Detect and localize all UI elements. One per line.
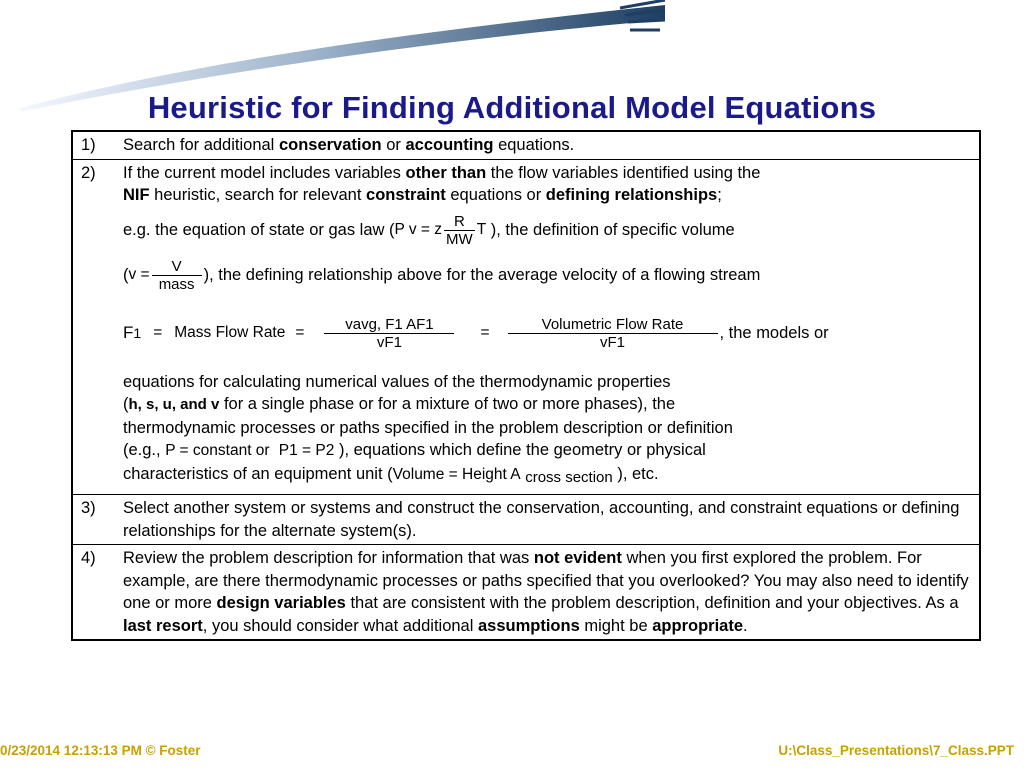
page-title: Heuristic for Finding Additional Model Equations — [147, 90, 877, 125]
thermo-property-variables: h, s, u, and v — [128, 396, 220, 413]
row-number: 4) — [72, 545, 121, 641]
row-number: 3) — [72, 495, 121, 545]
row-content: Review the problem description for information that was not evident when you first explored the problem. For example, are there thermodynamic processes or paths specified that you overlooked? You may also need to identify one or more design variables that are consistent with the problem description, definition and your objectives. As a last resort, you should consider what additional assumptions might be appropriate. — [121, 545, 980, 641]
row-content: If the current model includes variables other than the flow variables identified using the NIF heuristic, search for relevant constraint equations or defining relationships; e.g. the equation of state or gas law ( P v = z $\frac{R}{MW}$ T ), the definition of specific volume ( v = $\frac{V}{\text{mass}}$ ), the defining relationship above for the average velocity of a flowing stream F 1 = Mass Flow Rate = $\frac{\text{vavg, F1 AF1}}{vF1}$ = $\frac{\text{Volumetric Flow Rate}}{vF1}$ , the models or equations for calculating numerical values of the thermodynamic properties (h, s, u, and v for a single phase or for a mixture of two or more phases), the thermodynamic processes or paths specified in the problem description or definition (e.g., P = constant or P1 = P2 ), equations which define the geometry or physical characteristics of an equipment unit (Volume = Height A cross section ), etc. — [121, 159, 980, 495]
table-row — [72, 131, 980, 159]
avg-velocity-fraction: $\frac{\text{vavg, F1 AF1}}{vF1}$ — [324, 316, 454, 351]
row-number: 2) — [72, 159, 121, 495]
specific-volume-equation: v = — [128, 266, 150, 284]
footer-date-author: 0/23/2014 12:13:13 PM © Foster — [0, 743, 201, 758]
table-row — [72, 159, 980, 495]
heuristic-table — [71, 130, 981, 641]
footer-file-path: U:\Class_Presentations\7_Class.PPT — [778, 743, 1014, 758]
row-content: Search for additional conservation or accounting equations. — [121, 131, 980, 159]
table-row — [72, 545, 980, 641]
volumetric-flow-fraction: $\frac{\text{Volumetric Flow Rate}}{vF1}$ — [508, 316, 718, 351]
specific-volume-fraction: $\frac{V}{\text{mass}}$ — [152, 258, 202, 293]
row-content: Select another system or systems and construct the conservation, accounting, and constraint equations or defining relationships for the alternate system(s). — [121, 495, 980, 545]
table-row — [72, 495, 980, 545]
gas-law-equation: P v = z — [394, 221, 443, 239]
row-number: 1) — [72, 131, 121, 159]
gas-law-fraction: $\frac{R}{MW}$ — [446, 213, 473, 248]
mass-flow-equation: F 1 = Mass Flow Rate = $\frac{\text{vavg, F1 AF1}}{vF1}$ = $\frac{\text{Volumetric Flow Rate}}{vF1}$ , the models or — [123, 316, 829, 351]
